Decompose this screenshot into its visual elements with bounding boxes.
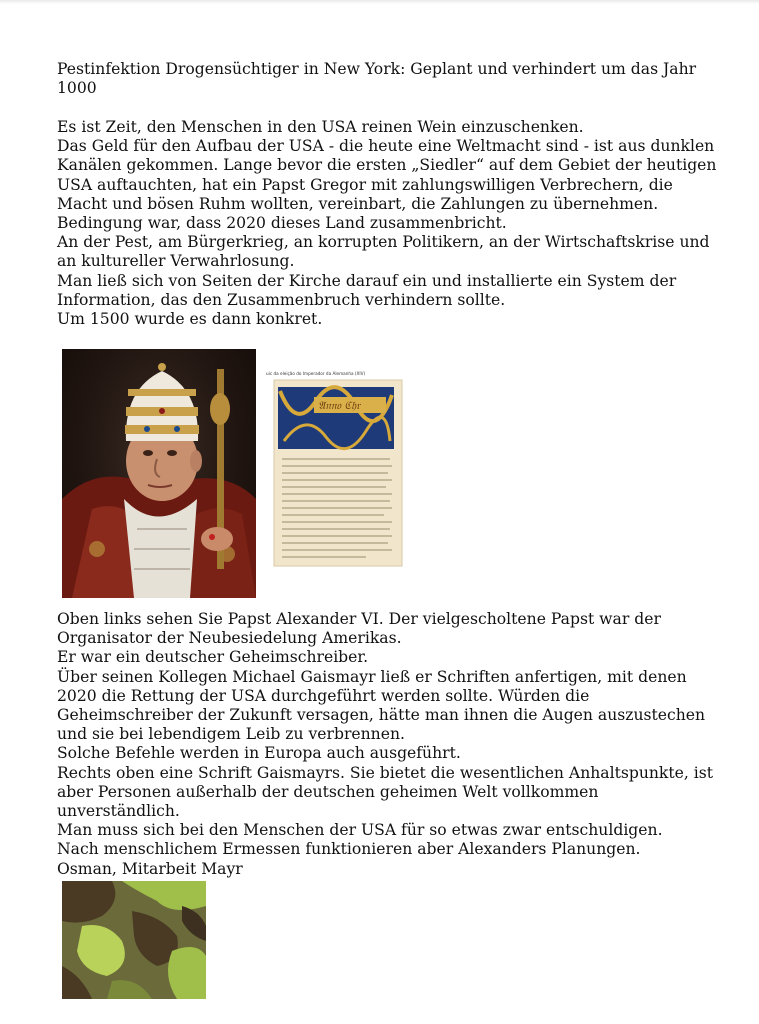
paragraph: Solche Befehle werden in Europa auch ausgeführt. <box>57 744 461 763</box>
paragraph: Das Geld für den Aufbau der USA - die heute eine Weltmacht sind - ist aus dunklen Kanälen gekommen. Lange bevor die ersten „Siedler“ auf dem Gebiet der heutigen USA auftauchten, hat ein Papst Gregor mit zahlungswilligen Verbrechern, die Macht und bösen Ruhm wollten, vereinbart, die Zahlungen zu übernehmen. <box>57 137 717 213</box>
manuscript-caption: uic da eleição do Imperador da Alemanha (XIV) <box>266 371 366 376</box>
author-signature: Osman, Mitarbeit Mayr <box>57 859 243 878</box>
paragraph: Über seinen Kollegen Michael Gaismayr ließ er Schriften anfertigen, mit denen 2020 die Rettung der USA durchgeführt werden sollte. Würden die Geheimschreiber der Zukunft versagen, hätte man ihnen die Augen auszustechen und sie bei lebendigem Leib zu verbrennen. <box>57 667 706 744</box>
pope-portrait-image <box>62 349 256 598</box>
paragraph: Rechts oben eine Schrift Gaismayrs. Sie bietet die wesentlichen Anhaltspunkte, ist aber Personen außerhalb der deutschen geheimen Welt vollkommen unverständlich. <box>57 763 714 821</box>
article-body-part-2 <box>57 610 717 879</box>
article-title: Pestinfektion Drogensüchtiger in New York: Geplant und verhindert um das Jahr 1000 <box>57 60 697 98</box>
paragraph: Um 1500 wurde es dann konkret. <box>57 310 323 329</box>
paragraph: Nach menschlichem Ermessen funktionieren aber Alexanders Planungen. <box>57 840 641 859</box>
pope-portrait-drawing <box>62 349 256 598</box>
paragraph: Man ließ sich von Seiten der Kirche darauf ein und installierte ein System der Information, das den Zusammenbruch verhindern sollte. <box>57 271 677 309</box>
article-title-block <box>57 60 717 98</box>
paragraph: Oben links sehen Sie Papst Alexander VI. Der vielgescholtene Papst war der Organisator der Neubesiedelung Amerikas. <box>57 610 661 648</box>
camouflage-pattern <box>62 881 206 999</box>
article-body-part-1 <box>57 118 717 329</box>
svg-text:𝔄𝔫𝔫𝔬 ℭ𝔥𝔯: 𝔄𝔫𝔫𝔬 ℭ𝔥𝔯 <box>318 399 360 412</box>
paragraph: Er war ein deutscher Geheimschreiber. <box>57 648 369 667</box>
manuscript-drawing <box>266 371 406 567</box>
page-top-edge <box>0 0 759 4</box>
camouflage-image <box>62 881 206 999</box>
paragraph: Bedingung war, dass 2020 dieses Land zusammenbricht. <box>57 214 507 233</box>
paragraph: An der Pest, am Bürgerkrieg, an korrupten Politikern, an der Wirtschaftskrise und an kultureller Verwahrlosung. <box>57 233 710 271</box>
paragraph: Es ist Zeit, den Menschen in den USA reinen Wein einzuschenken. <box>57 118 584 136</box>
gaismayr-manuscript-image <box>266 371 406 567</box>
paragraph: Man muss sich bei den Menschen der USA für so etwas zwar entschuldigen. <box>57 821 663 840</box>
